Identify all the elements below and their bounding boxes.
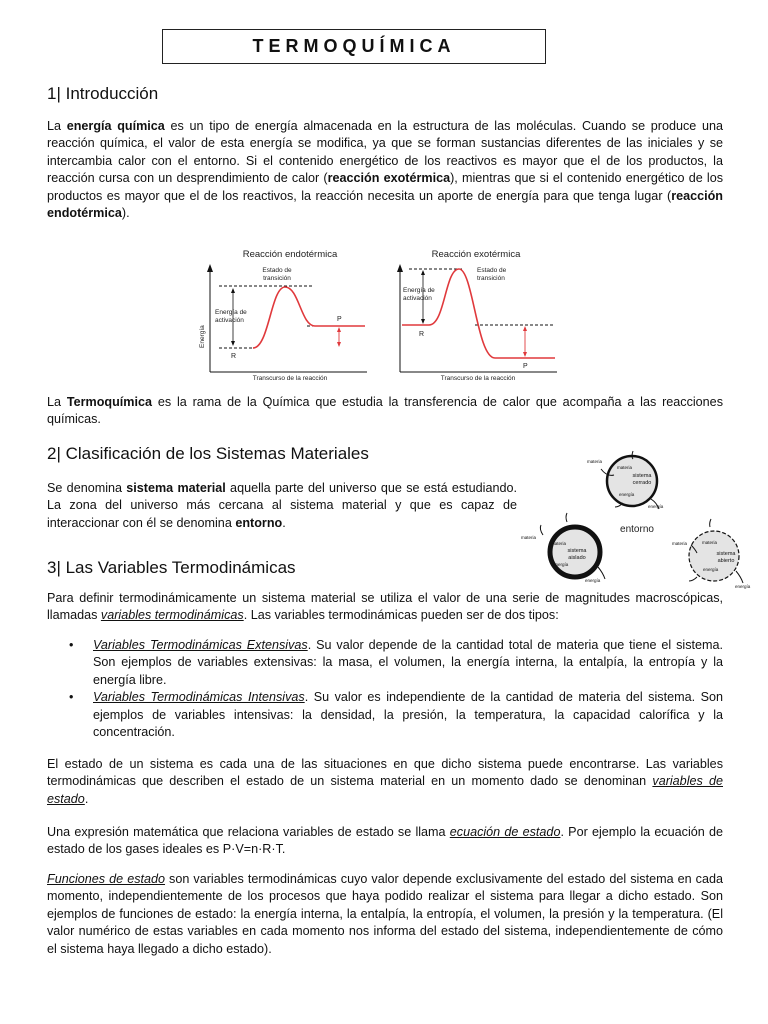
- text: . Su valor depende de la cantidad total de materia que tiene el sistema. Son ejemplos de variables extensivas: la masa, el volumen, la energía interna, la entalpía, la entropía y la energía libre.: [93, 638, 723, 687]
- endo-title: Reacción endotérmica: [242, 249, 338, 260]
- exo-r-label: R: [419, 331, 425, 338]
- term-intensivas: Variables Termodinámicas Intensivas: [93, 690, 305, 705]
- text: Para definir termodinámicamente un sistema material se utiliza el valor de una serie de magnitudes macroscópicas, llamadas: [47, 591, 723, 623]
- isolated-system: [521, 513, 605, 583]
- term-exotermica: reacción exotérmica: [327, 171, 451, 186]
- open-materia-in: materia: [702, 540, 718, 545]
- exo-x-label: Transcurso de la reacción: [440, 375, 516, 382]
- closed-energia-in: energía: [619, 492, 635, 497]
- term-variables-de-estado: variables de estado: [47, 774, 723, 806]
- endo-activation-arrow-up: [231, 288, 235, 293]
- open-system: [672, 519, 751, 589]
- title-box: [162, 29, 546, 64]
- text: es la rama de la Química que estudia la transferencia de calor que acompaña a las reacciones químicas.: [47, 395, 723, 427]
- endo-activation-2: activación: [215, 317, 244, 324]
- open-materia-out: materia: [672, 541, 688, 546]
- term-variables-termodinamicas: variables termodinámicas: [100, 608, 244, 623]
- estado-paragraph: [47, 756, 723, 808]
- isolated-materia-out: materia: [521, 535, 537, 540]
- intro-paragraph: [47, 118, 723, 222]
- term-termoquimica: Termoquímica: [66, 395, 152, 409]
- systems-illustration: [515, 445, 755, 595]
- endo-r-label: R: [231, 353, 237, 360]
- isolated-energia-in: energía: [553, 562, 569, 567]
- endo-transition-1: Estado de: [262, 267, 292, 274]
- isolated-name-1: sistema: [567, 548, 587, 554]
- endo-dh-arrow-up: [337, 327, 341, 332]
- text: Se denomina: [47, 481, 127, 495]
- exo-dh-arrow-up: [523, 326, 527, 331]
- term-sistema-material: sistema material: [126, 481, 226, 495]
- exo-transition-2: transición: [477, 275, 505, 282]
- funciones-paragraph: [47, 871, 723, 958]
- exo-transition-1: Estado de: [477, 267, 507, 274]
- exo-activation-arrow-down: [421, 319, 425, 324]
- variables-paragraph: [47, 590, 723, 625]
- isolated-arrow-2: [566, 513, 567, 522]
- term-extensivas: Variables Termodinámicas Extensivas: [93, 638, 308, 652]
- isolated-arrow-1: [540, 525, 543, 535]
- text: es un tipo de energía almacenada en la estructura de las moléculas. Cuando se produce una reacción química, el valor de esta energía se modifica, ya que se forman sustancias diferentes de las iniciales y se intercambia calor con el entorno. Si el contenido energético de los reactivos es mayor que el de los productos, la reacción cursa con un desprendimiento de calor (: [47, 119, 723, 186]
- text: . Las variables termodinámicas pueden ser de dos tipos:: [243, 608, 559, 623]
- endo-curve: [253, 287, 365, 348]
- list-item-extensivas: [47, 637, 723, 689]
- open-energia-out: energía: [735, 584, 751, 589]
- text: Una expresión matemática que relaciona variables de estado se llama: [47, 825, 450, 839]
- text: aquella parte del universo que se está estudiando. La zona del universo más cercana al sistema material y que es capaz de interaccionar con él se denomina: [47, 481, 517, 530]
- term-energia-quimica: energía química: [66, 119, 165, 133]
- exo-y-arrow: [397, 264, 403, 272]
- bullet: •: [69, 690, 74, 705]
- isolated-energia-out: energía: [585, 578, 601, 583]
- exo-p-label: P: [523, 363, 528, 370]
- termoquimica-paragraph: [47, 394, 723, 429]
- endo-x-label: Transcurso de la reacción: [252, 375, 328, 382]
- text: . Por ejemplo la ecuación de estado de los gases ideales es P·V=n·R·T.: [47, 825, 723, 857]
- ecuacion-paragraph: [47, 824, 723, 859]
- section-2-heading: 2| Clasificación de los Sistemas Materiales: [47, 444, 369, 463]
- closed-materia-out: materia: [587, 459, 603, 464]
- bullet: •: [69, 638, 74, 652]
- text: ).: [121, 206, 130, 221]
- text: El estado de un sistema es cada una de las situaciones en que dicho sistema puede encontrarse. Las variables termodinámicas que describen el estado de un sistema material en un momento dado se denominan: [47, 757, 723, 789]
- open-energia-in: energía: [703, 567, 719, 572]
- variables-list: [47, 637, 723, 741]
- open-name-2: abierto: [717, 558, 735, 564]
- text: .: [282, 515, 286, 530]
- closed-materia-in: materia: [617, 465, 633, 470]
- closed-system: [587, 451, 664, 509]
- text: ), mientras que si el contenido energético de los productos es mayor que el de los reactivos, la reacción necesita un aporte de energía para que tenga lugar (: [47, 171, 723, 203]
- isolated-name-2: aislado: [568, 555, 586, 561]
- endo-dh-arrow-down: [337, 342, 341, 347]
- text: . Su valor es independiente de la cantidad de materia del sistema. Son ejemplos de variables intensivas: la densidad, la presión, la temperatura, la capacidad calorífica y la concentración.: [93, 690, 723, 740]
- open-arrow-4: [689, 577, 697, 581]
- exo-title: Reacción exotérmica: [431, 249, 521, 260]
- endo-activation-1: Energía de: [215, 309, 247, 316]
- page-title: TERMOQUÍMICA: [252, 36, 456, 56]
- text: son variables termodinámicas cuyo valor depende exclusivamente del estado del sistema en cada momento, independientemente de los procesos que haya podido realizar el sistema para llegar a dicho estado. Son ejemplos de funciones de estado: la energía interna, la entalpía, la entropía, el volumen, la presión y la temperatura. (El valor numérico de estas variables en cada momento nos informa del estado del sistema, independientemente de cómo el sistema haya llegado a dicho estado).: [47, 872, 723, 956]
- endo-y-label: Energía: [199, 325, 206, 348]
- term-entorno: entorno: [235, 515, 283, 530]
- endo-activation-arrow-down: [231, 341, 235, 346]
- closed-name-2: cerrado: [632, 480, 652, 486]
- term-endotermica: reacción endotérmica: [47, 188, 723, 221]
- endo-p-label: P: [337, 316, 342, 323]
- exo-dh-arrow-down: [523, 352, 527, 357]
- entorno-label: entorno: [620, 524, 654, 535]
- endo-transition-2: transición: [263, 275, 291, 282]
- closed-energia-out: energía: [648, 504, 664, 509]
- term-funciones-de-estado: Funciones de estado: [47, 872, 166, 886]
- open-arrow-2: [710, 519, 711, 527]
- open-arrow-3: [736, 571, 743, 583]
- sistema-paragraph: [47, 480, 517, 532]
- exo-activation-arrow-up: [421, 270, 425, 275]
- endo-y-arrow: [207, 264, 213, 272]
- text: La: [47, 395, 67, 409]
- isolated-materia-in: materia: [551, 541, 567, 546]
- text: La: [47, 119, 67, 133]
- text: .: [84, 791, 89, 806]
- list-item-intensivas: [47, 689, 723, 741]
- closed-name-1: sistema: [632, 473, 652, 479]
- energy-diagram: [195, 244, 570, 386]
- section-1-heading: 1| Introducción: [47, 84, 159, 103]
- exo-activation-2: activación: [403, 295, 432, 302]
- exo-activation-1: Energía de: [403, 287, 435, 294]
- section-3-heading: 3| Las Variables Termodinámicas: [47, 558, 296, 577]
- exo-curve: [402, 269, 555, 358]
- term-ecuacion-de-estado: ecuación de estado: [449, 825, 561, 839]
- open-name-1: sistema: [716, 551, 736, 557]
